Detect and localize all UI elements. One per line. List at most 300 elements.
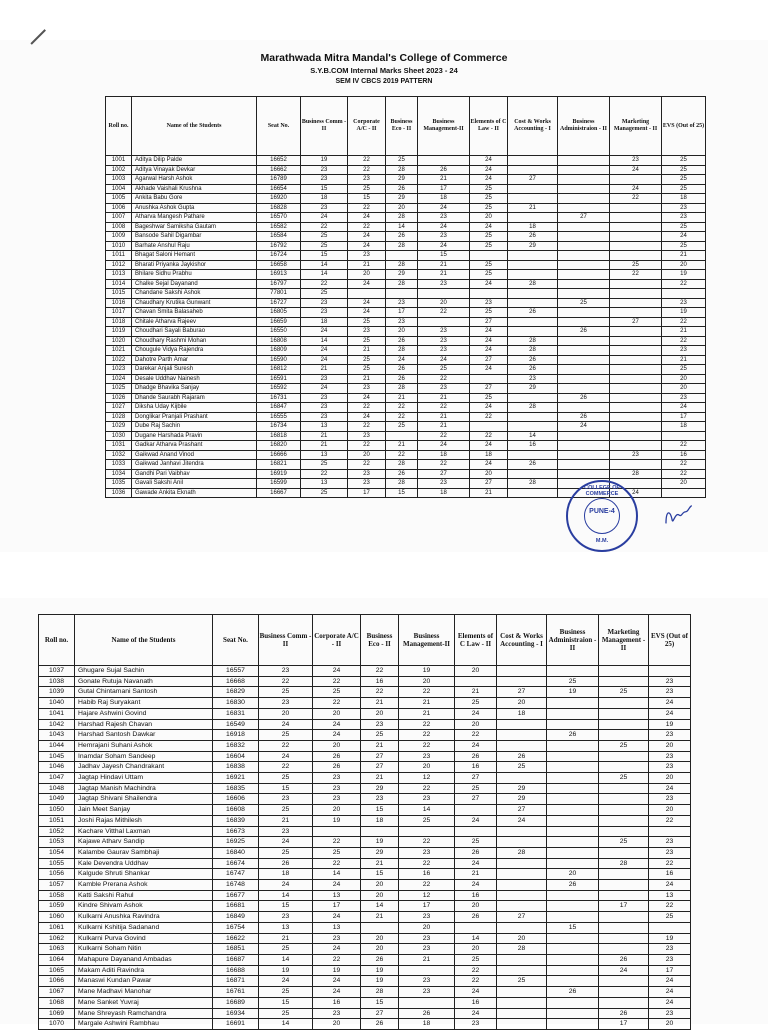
table-cell: 16590 — [257, 355, 301, 365]
table-cell: 24 — [470, 365, 508, 375]
table-cell — [662, 289, 706, 299]
table-cell: 15 — [259, 997, 313, 1008]
table-cell — [508, 184, 558, 194]
table-cell: 19 — [313, 815, 361, 826]
table-cell: 24 — [649, 987, 691, 998]
table-cell: 23 — [361, 794, 399, 805]
table-cell: 24 — [348, 232, 386, 242]
table-cell: 19 — [361, 965, 399, 976]
table-row — [39, 954, 691, 965]
table-cell: 16835 — [213, 783, 259, 794]
table-cell: 28 — [386, 279, 418, 289]
table-cell: 16677 — [213, 890, 259, 901]
table-cell: 14 — [301, 260, 348, 270]
table-cell: 23 — [662, 298, 706, 308]
table-cell: 23 — [301, 412, 348, 422]
table-cell: 25 — [599, 687, 649, 698]
table-cell — [649, 666, 691, 677]
table-cell: 29 — [497, 783, 547, 794]
roll-no-cell: 1053 — [39, 837, 75, 848]
table-cell — [470, 289, 508, 299]
table-cell — [455, 922, 497, 933]
table-cell — [497, 858, 547, 869]
column-header: Marketing Management - II — [610, 97, 662, 156]
table-cell: 24 — [313, 976, 361, 987]
table-cell: 23 — [418, 213, 470, 223]
table-cell: 21 — [301, 431, 348, 441]
table-row — [39, 901, 691, 912]
roll-no-cell: 1029 — [106, 422, 132, 432]
table-row — [39, 698, 691, 709]
roll-no-cell: 1054 — [39, 847, 75, 858]
table-cell: 23 — [348, 175, 386, 185]
table-cell: 23 — [418, 384, 470, 394]
table-cell — [508, 260, 558, 270]
table-cell — [610, 346, 662, 356]
table-cell: 22 — [649, 901, 691, 912]
table-cell: 23 — [313, 783, 361, 794]
table-cell: 16 — [649, 869, 691, 880]
table-cell — [547, 740, 599, 751]
table-row — [39, 997, 691, 1008]
table-cell — [558, 308, 610, 318]
table-row — [39, 965, 691, 976]
column-header: Name of the Students — [75, 615, 213, 666]
table-cell: 25 — [470, 260, 508, 270]
table-cell: 24 — [610, 488, 662, 498]
student-name-cell: Gaikwad Anand Vinod — [132, 450, 257, 460]
table-cell — [547, 912, 599, 923]
table-cell: 25 — [348, 365, 386, 375]
table-cell: 17 — [348, 488, 386, 498]
table-cell — [497, 997, 547, 1008]
table-cell: 21 — [399, 708, 455, 719]
table-cell — [547, 933, 599, 944]
table-cell: 25 — [386, 156, 418, 166]
student-name-cell: Makam Aditi Ravindra — [75, 965, 213, 976]
table-cell: 21 — [301, 441, 348, 451]
table-cell: 23 — [301, 298, 348, 308]
table-cell: 23 — [649, 847, 691, 858]
table-cell — [508, 213, 558, 223]
table-cell: 26 — [386, 232, 418, 242]
table-cell — [361, 826, 399, 837]
table-cell: 20 — [662, 374, 706, 384]
student-name-cell: Aditya Vinayak Devkar — [132, 165, 257, 175]
table-cell: 22 — [361, 666, 399, 677]
student-name-cell: Bansode Sahil Digambar — [132, 232, 257, 242]
table-cell: 25 — [348, 355, 386, 365]
table-cell — [558, 156, 610, 166]
table-cell: 18 — [259, 869, 313, 880]
table-cell: 20 — [455, 944, 497, 955]
table-cell: 25 — [301, 241, 348, 251]
table-cell: 16666 — [257, 450, 301, 460]
table-cell: 16557 — [213, 666, 259, 677]
table-cell: 20 — [497, 698, 547, 709]
table-cell — [610, 308, 662, 318]
table-cell: 23 — [649, 944, 691, 955]
table-cell: 22 — [662, 441, 706, 451]
table-row — [39, 858, 691, 869]
table-cell: 21 — [508, 203, 558, 213]
table-cell: 20 — [348, 270, 386, 280]
student-name-cell: Kalgude Shruti Shankar — [75, 869, 213, 880]
table-cell: 24 — [497, 815, 547, 826]
table-cell: 16622 — [213, 933, 259, 944]
table-cell: 20 — [649, 805, 691, 816]
table-cell: 23 — [508, 374, 558, 384]
table-cell: 25 — [470, 308, 508, 318]
table-cell: 21 — [259, 933, 313, 944]
table-cell: 16 — [361, 676, 399, 687]
table-cell: 24 — [662, 403, 706, 413]
table-cell: 22 — [455, 730, 497, 741]
roll-no-cell: 1013 — [106, 270, 132, 280]
table-cell — [558, 175, 610, 185]
table-cell: 26 — [547, 880, 599, 891]
table-cell: 23 — [348, 469, 386, 479]
table-cell: 24 — [313, 880, 361, 891]
table-cell: 23 — [399, 987, 455, 998]
column-header: Elements of C Law - II — [455, 615, 497, 666]
table-cell: 22 — [348, 165, 386, 175]
student-name-cell: Joshi Rajas Mithilesh — [75, 815, 213, 826]
roll-no-cell: 1024 — [106, 374, 132, 384]
table-cell: 25 — [418, 365, 470, 375]
table-cell — [386, 251, 418, 261]
table-row — [39, 837, 691, 848]
table-row — [39, 912, 691, 923]
table-cell: 23 — [399, 751, 455, 762]
roll-no-cell: 1065 — [39, 965, 75, 976]
table-cell — [508, 393, 558, 403]
table-cell: 16570 — [257, 213, 301, 223]
sheet-title: S.Y.B.COM Internal Marks Sheet 2023 - 24 — [310, 66, 458, 75]
table-cell — [558, 241, 610, 251]
table-cell: 16652 — [257, 156, 301, 166]
roll-no-cell: 1066 — [39, 976, 75, 987]
column-header: Business Administraion - II — [547, 615, 599, 666]
table-cell: 22 — [418, 308, 470, 318]
table-cell — [508, 251, 558, 261]
table-cell: 25 — [455, 837, 497, 848]
column-header: Corporate A/C - II — [313, 615, 361, 666]
table-cell: 26 — [508, 365, 558, 375]
table-cell: 20 — [662, 384, 706, 394]
table-cell: 15 — [348, 194, 386, 204]
table-cell — [662, 488, 706, 498]
student-name-cell: Harshad Santosh Dawkar — [75, 730, 213, 741]
table-cell: 24 — [470, 279, 508, 289]
table-cell — [558, 317, 610, 327]
table-cell: 19 — [649, 933, 691, 944]
table-cell — [610, 422, 662, 432]
table-cell — [547, 997, 599, 1008]
roll-no-cell: 1009 — [106, 232, 132, 242]
table-cell — [547, 708, 599, 719]
table-cell: 23 — [662, 203, 706, 213]
roll-no-cell: 1037 — [39, 666, 75, 677]
table-cell: 16 — [455, 890, 497, 901]
roll-no-cell: 1068 — [39, 997, 75, 1008]
table-cell: 21 — [399, 698, 455, 709]
roll-no-cell: 1007 — [106, 213, 132, 223]
table-cell — [558, 441, 610, 451]
student-name-cell: Mahapure Dayanand Ambadas — [75, 954, 213, 965]
student-name-cell: Bhilare Sidhu Prabhu — [132, 270, 257, 280]
table-cell: 22 — [386, 450, 418, 460]
table-cell — [418, 317, 470, 327]
table-cell: 20 — [399, 922, 455, 933]
table-cell: 22 — [455, 976, 497, 987]
roll-no-cell: 1036 — [106, 488, 132, 498]
table-row — [106, 260, 706, 270]
roll-no-cell: 1069 — [39, 1008, 75, 1019]
table-row — [106, 403, 706, 413]
table-cell — [313, 826, 361, 837]
table-cell: 16 — [455, 762, 497, 773]
table-cell — [558, 289, 610, 299]
table-cell: 15 — [301, 184, 348, 194]
table-cell: 24 — [348, 279, 386, 289]
student-name-cell: Jadhav Jayesh Chandrakant — [75, 762, 213, 773]
roll-no-cell: 1001 — [106, 156, 132, 166]
table-row — [106, 460, 706, 470]
table-cell: 24 — [348, 213, 386, 223]
table-cell: 25 — [662, 156, 706, 166]
table-cell — [558, 279, 610, 289]
table-cell: 20 — [662, 479, 706, 489]
table-row — [39, 933, 691, 944]
table-cell: 24 — [418, 241, 470, 251]
table-cell: 25 — [301, 289, 348, 299]
table-row — [39, 1019, 691, 1030]
table-cell: 20 — [361, 880, 399, 891]
roll-no-cell: 1046 — [39, 762, 75, 773]
table-cell: 25 — [662, 165, 706, 175]
table-body — [106, 156, 706, 498]
table-cell: 23 — [348, 479, 386, 489]
table-cell: 26 — [508, 355, 558, 365]
table-cell: 16658 — [257, 260, 301, 270]
table-cell: 26 — [361, 954, 399, 965]
table-cell — [547, 944, 599, 955]
table-cell — [497, 1008, 547, 1019]
table-cell: 16 — [313, 997, 361, 1008]
table-cell: 24 — [418, 355, 470, 365]
roll-no-cell: 1021 — [106, 346, 132, 356]
table-cell: 16747 — [213, 869, 259, 880]
table-cell: 24 — [470, 156, 508, 166]
table-cell: 21 — [662, 251, 706, 261]
roll-no-cell: 1050 — [39, 805, 75, 816]
table-cell: 16689 — [213, 997, 259, 1008]
table-cell: 26 — [386, 374, 418, 384]
table-cell — [558, 374, 610, 384]
roll-no-cell: 1044 — [39, 740, 75, 751]
table-cell: 25 — [301, 460, 348, 470]
table-cell: 25 — [599, 773, 649, 784]
table-cell — [610, 203, 662, 213]
student-name-cell: Diksha Uday Kijbile — [132, 403, 257, 413]
table-cell: 22 — [649, 858, 691, 869]
table-cell: 16674 — [213, 858, 259, 869]
roll-no-cell: 1040 — [39, 698, 75, 709]
table-cell — [399, 826, 455, 837]
marks-table-2 — [38, 614, 691, 1030]
table-cell: 25 — [455, 783, 497, 794]
table-cell — [497, 954, 547, 965]
table-cell: 26 — [361, 1019, 399, 1030]
roll-no-cell: 1062 — [39, 933, 75, 944]
table-cell — [599, 815, 649, 826]
table-cell: 16 — [455, 997, 497, 1008]
table-cell — [386, 431, 418, 441]
table-cell: 18 — [301, 317, 348, 327]
table-cell: 16599 — [257, 479, 301, 489]
table-cell: 26 — [313, 762, 361, 773]
table-cell: 25 — [348, 317, 386, 327]
table-cell: 22 — [361, 687, 399, 698]
table-cell — [386, 289, 418, 299]
table-cell — [455, 676, 497, 687]
table-cell — [547, 773, 599, 784]
student-name-cell: Gadkar Atharva Prashant — [132, 441, 257, 451]
table-cell: 16606 — [213, 794, 259, 805]
table-cell: 25 — [259, 944, 313, 955]
table-cell: 18 — [418, 488, 470, 498]
table-row — [106, 365, 706, 375]
table-cell: 27 — [470, 479, 508, 489]
table-row — [106, 165, 706, 175]
table-cell: 19 — [547, 687, 599, 698]
student-name-cell: Hemrajani Suhani Ashok — [75, 740, 213, 751]
student-name-cell: Mane Sanket Yuvraj — [75, 997, 213, 1008]
table-cell: 23 — [301, 403, 348, 413]
table-cell: 14 — [508, 431, 558, 441]
table-cell: 20 — [313, 805, 361, 816]
table-cell: 16918 — [213, 730, 259, 741]
table-cell: 16668 — [213, 676, 259, 687]
table-cell: 20 — [547, 869, 599, 880]
table-cell: 16654 — [257, 184, 301, 194]
table-cell: 24 — [348, 393, 386, 403]
table-cell — [470, 251, 508, 261]
table-cell — [599, 847, 649, 858]
table-cell: 21 — [361, 773, 399, 784]
table-cell: 24 — [455, 880, 497, 891]
table-row — [106, 355, 706, 365]
table-cell: 15 — [361, 869, 399, 880]
table-cell: 25 — [547, 676, 599, 687]
table-cell — [508, 289, 558, 299]
table-cell: 23 — [313, 933, 361, 944]
table-cell: 22 — [610, 270, 662, 280]
student-name-cell: Gaikwad Janhavi Jitendra — [132, 460, 257, 470]
table-cell — [558, 365, 610, 375]
table-cell: 24 — [610, 184, 662, 194]
table-cell: 24 — [301, 355, 348, 365]
table-cell: 22 — [301, 469, 348, 479]
table-row — [39, 826, 691, 837]
table-cell: 27 — [497, 687, 547, 698]
table-cell — [558, 232, 610, 242]
table-cell: 16789 — [257, 175, 301, 185]
table-cell: 23 — [399, 933, 455, 944]
table-cell: 16832 — [213, 740, 259, 751]
table-cell: 28 — [361, 987, 399, 998]
table-cell — [361, 922, 399, 933]
roll-no-cell: 1048 — [39, 783, 75, 794]
table-cell: 21 — [418, 270, 470, 280]
table-cell — [662, 431, 706, 441]
table-cell: 24 — [649, 997, 691, 1008]
table-cell: 14 — [386, 222, 418, 232]
table-cell: 17 — [418, 184, 470, 194]
table-row — [39, 1008, 691, 1019]
table-cell: 25 — [301, 232, 348, 242]
table-row — [106, 203, 706, 213]
table-cell: 23 — [348, 327, 386, 337]
student-name-cell: Jagtap Hindavi Uttam — [75, 773, 213, 784]
stamp-inner-ring — [584, 498, 620, 534]
table-cell: 16838 — [213, 762, 259, 773]
student-name-cell: Gutal Chintamani Santosh — [75, 687, 213, 698]
table-cell: 23 — [259, 666, 313, 677]
student-name-cell: Margale Ashwini Rambhau — [75, 1019, 213, 1030]
table-cell: 21 — [455, 869, 497, 880]
table-cell: 25 — [470, 241, 508, 251]
table-cell: 14 — [455, 933, 497, 944]
table-cell — [610, 403, 662, 413]
table-cell: 13 — [301, 450, 348, 460]
table-cell — [558, 346, 610, 356]
table-cell — [497, 826, 547, 837]
roll-no-cell: 1033 — [106, 460, 132, 470]
roll-no-cell: 1070 — [39, 1019, 75, 1030]
table-cell — [610, 241, 662, 251]
table-cell: 18 — [662, 194, 706, 204]
table-cell: 17 — [649, 965, 691, 976]
roll-no-cell: 1015 — [106, 289, 132, 299]
table-cell: 29 — [386, 194, 418, 204]
table-cell: 18 — [418, 194, 470, 204]
table-cell: 16934 — [213, 1008, 259, 1019]
table-cell: 22 — [418, 460, 470, 470]
table-cell: 15 — [259, 901, 313, 912]
table-cell: 20 — [399, 676, 455, 687]
table-row — [106, 317, 706, 327]
table-cell: 15 — [301, 251, 348, 261]
table-cell: 16691 — [213, 1019, 259, 1030]
table-cell: 16727 — [257, 298, 301, 308]
table-cell — [558, 194, 610, 204]
column-header: Roll no. — [106, 97, 132, 156]
student-name-cell: Chavan Smita Balasaheb — [132, 308, 257, 318]
table-cell: 16818 — [257, 431, 301, 441]
table-cell: 24 — [348, 308, 386, 318]
table-cell — [547, 762, 599, 773]
roll-no-cell: 1034 — [106, 469, 132, 479]
table-cell: 26 — [558, 412, 610, 422]
table-cell: 24 — [313, 666, 361, 677]
table-cell — [610, 298, 662, 308]
table-cell: 25 — [259, 773, 313, 784]
roll-no-cell: 1028 — [106, 412, 132, 422]
table-row — [39, 773, 691, 784]
table-cell: 25 — [470, 203, 508, 213]
